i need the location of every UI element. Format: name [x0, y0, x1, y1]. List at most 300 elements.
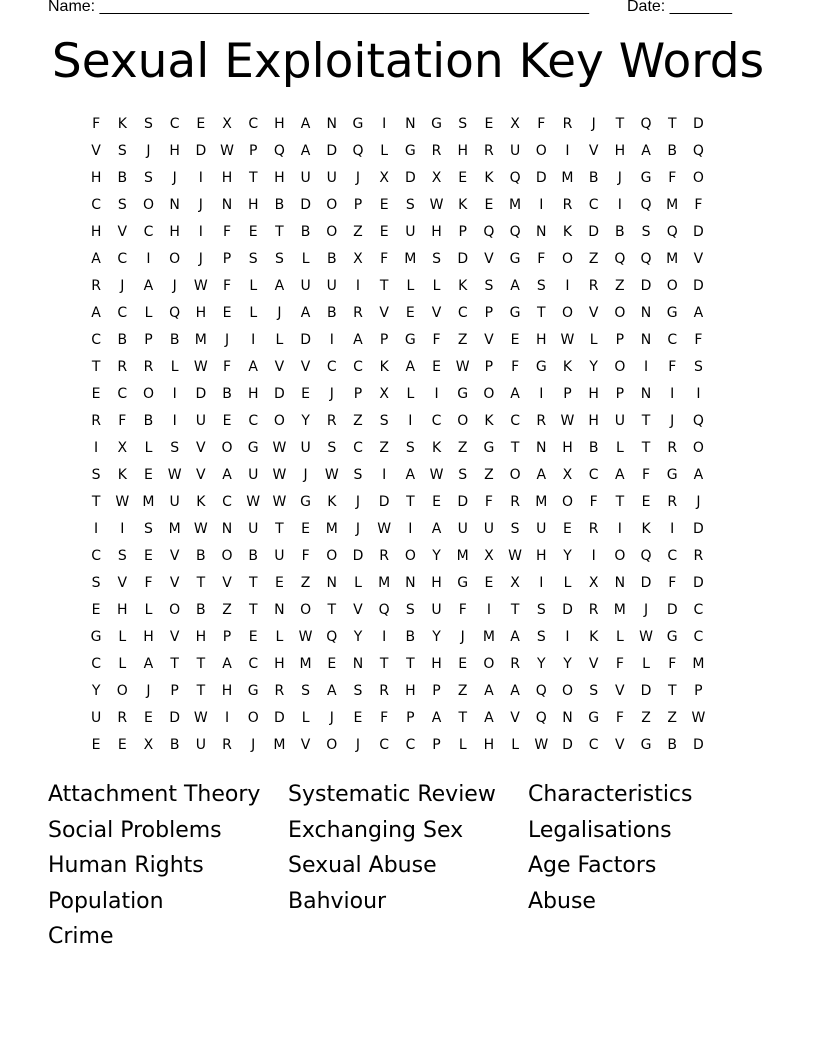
grid-letter: O — [326, 224, 338, 240]
grid-letter: C — [169, 116, 180, 132]
grid-letter: A — [405, 467, 416, 483]
grid-letter: Z — [641, 710, 651, 726]
grid-letter: P — [432, 683, 441, 699]
grid-letter: A — [693, 305, 704, 321]
grid-letter: C — [431, 413, 442, 429]
grid-letter: L — [275, 629, 284, 645]
grid-letter: W — [508, 548, 523, 564]
grid-letter: G — [457, 575, 469, 591]
grid-letter: Y — [432, 629, 441, 645]
grid-letter: H — [405, 683, 416, 699]
grid-letter: F — [223, 224, 232, 240]
grid-letter: S — [117, 197, 127, 213]
grid-letter: L — [301, 710, 310, 726]
grid-letter: K — [327, 494, 337, 510]
grid-letter: M — [535, 494, 548, 510]
grid-letter: C — [588, 467, 599, 483]
grid-letter: R — [143, 359, 154, 375]
grid-letter: E — [274, 575, 284, 591]
grid-letter: D — [640, 278, 652, 294]
grid-letter: J — [329, 386, 334, 402]
grid-letter: Y — [563, 656, 572, 672]
grid-letter: F — [668, 656, 677, 672]
grid-letter: I — [434, 386, 439, 402]
grid-letter: V — [117, 224, 128, 240]
grid-letter: P — [458, 224, 467, 240]
grid-letter: X — [379, 170, 389, 186]
grid-letter: D — [693, 116, 704, 132]
grid-letter: Q — [666, 224, 678, 240]
grid-letter: H — [169, 224, 180, 240]
grid-letter: B — [405, 629, 416, 645]
grid-letter: A — [248, 359, 258, 375]
grid-letter: V — [588, 656, 599, 672]
grid-letter: Y — [91, 683, 101, 699]
grid-letter: O — [142, 197, 154, 213]
grid-letter: Q — [169, 305, 181, 321]
grid-letter: S — [170, 440, 180, 456]
grid-letter: J — [146, 143, 151, 159]
grid-letter: O — [142, 386, 154, 402]
grid-letter: O — [221, 548, 233, 564]
grid-letter: E — [248, 224, 258, 240]
grid-letter: S — [301, 683, 311, 699]
grid-letter: P — [615, 386, 625, 402]
grid-letter: P — [353, 386, 363, 402]
grid-letter: B — [169, 332, 180, 348]
grid-letter: A — [431, 521, 442, 537]
grid-letter: X — [484, 548, 494, 564]
grid-letter: K — [117, 116, 127, 132]
grid-letter: R — [484, 143, 494, 159]
grid-letter: X — [562, 467, 573, 483]
grid-letter: C — [117, 305, 128, 321]
grid-letter: Q — [509, 224, 521, 240]
grid-letter: W — [534, 737, 549, 753]
grid-letter: F — [589, 494, 598, 510]
grid-letter: L — [144, 305, 153, 321]
grid-letter: I — [565, 278, 570, 294]
grid-letter: P — [615, 332, 625, 348]
grid-letter: T — [667, 116, 677, 132]
grid-letter: Z — [457, 683, 468, 699]
grid-letter: Z — [457, 332, 468, 348]
grid-letter: D — [640, 683, 652, 699]
grid-letter: V — [484, 251, 494, 267]
grid-letter: W — [167, 467, 182, 483]
grid-letter: Q — [640, 251, 652, 267]
grid-letter: K — [589, 629, 599, 645]
grid-letter: R — [431, 143, 442, 159]
grid-letter: E — [458, 656, 468, 672]
grid-letter: O — [561, 305, 573, 321]
grid-letter: D — [693, 224, 704, 240]
grid-letter: D — [666, 602, 678, 618]
grid-letter: C — [667, 332, 678, 348]
grid-letter: E — [327, 656, 337, 672]
grid-letter: T — [667, 683, 677, 699]
grid-letter: I — [539, 386, 544, 402]
grid-letter: T — [196, 656, 206, 672]
grid-letter: G — [247, 683, 259, 699]
grid-letter: H — [195, 305, 207, 321]
grid-letter: M — [482, 629, 495, 645]
grid-letter: I — [172, 413, 177, 429]
grid-letter: F — [144, 575, 153, 591]
grid-letter: R — [91, 278, 101, 294]
grid-letter: N — [562, 710, 573, 726]
grid-letter: I — [146, 251, 151, 267]
grid-letter: T — [615, 116, 625, 132]
grid-letter: O — [614, 359, 626, 375]
grid-letter: I — [198, 224, 203, 240]
grid-letter: E — [144, 710, 153, 726]
grid-letter: H — [588, 386, 599, 402]
grid-letter: L — [249, 305, 258, 321]
grid-letter: C — [457, 305, 468, 321]
grid-letter: M — [325, 521, 338, 537]
grid-letter: S — [536, 602, 546, 618]
grid-letter: K — [458, 278, 468, 294]
grid-letter: E — [641, 494, 651, 510]
grid-letter: N — [326, 575, 338, 591]
grid-letter: T — [91, 494, 101, 510]
grid-letter: Z — [667, 710, 678, 726]
grid-letter: W — [272, 440, 287, 456]
grid-letter: S — [379, 413, 389, 429]
grid-letter: G — [640, 170, 652, 186]
grid-letter: G — [535, 359, 547, 375]
grid-letter: X — [379, 386, 389, 402]
grid-letter: S — [458, 467, 468, 483]
grid-letter: B — [588, 440, 599, 456]
grid-letter: B — [117, 170, 128, 186]
grid-letter: E — [484, 575, 494, 591]
grid-letter: T — [537, 305, 546, 321]
word-list-item: Characteristics — [528, 782, 693, 807]
grid-letter: R — [117, 359, 128, 375]
grid-letter: W — [246, 494, 261, 510]
grid-letter: L — [380, 143, 389, 159]
grid-letter: D — [457, 494, 469, 510]
grid-letter: K — [484, 170, 494, 186]
grid-letter: B — [196, 602, 206, 618]
grid-letter: T — [275, 224, 284, 240]
grid-letter: J — [303, 467, 308, 483]
grid-letter: K — [431, 440, 442, 456]
grid-letter: P — [353, 197, 363, 213]
grid-letter: E — [484, 116, 494, 132]
grid-letter: W — [193, 710, 208, 726]
grid-letter: E — [144, 548, 153, 564]
grid-letter: G — [404, 332, 416, 348]
grid-letter: I — [643, 359, 649, 375]
grid-letter: T — [248, 602, 258, 618]
grid-letter: G — [483, 440, 495, 456]
grid-letter: H — [90, 170, 102, 186]
grid-letter: M — [194, 332, 207, 348]
grid-letter: J — [460, 629, 465, 645]
grid-letter: V — [91, 143, 101, 159]
grid-letter: D — [274, 386, 285, 402]
name-field-line: Name: _______________________________________________________ — [48, 0, 589, 15]
grid-letter: N — [536, 440, 547, 456]
grid-letter: L — [458, 737, 467, 753]
grid-letter: L — [642, 656, 650, 672]
grid-letter: F — [223, 359, 232, 375]
grid-letter: S — [405, 197, 415, 213]
grid-letter: E — [144, 467, 153, 483]
grid-letter: O — [483, 386, 495, 402]
grid-letter: M — [456, 548, 469, 564]
grid-letter: S — [510, 521, 520, 537]
grid-letter: Z — [300, 575, 311, 591]
grid-letter: X — [222, 116, 232, 132]
grid-letter: M — [378, 575, 391, 591]
grid-letter: B — [248, 548, 259, 564]
grid-letter: D — [378, 494, 390, 510]
grid-letter: Q — [273, 143, 285, 159]
grid-letter: F — [223, 278, 232, 294]
grid-letter: W — [115, 494, 130, 510]
word-list-item: Legalisations — [528, 817, 672, 843]
grid-letter: B — [274, 197, 285, 213]
grid-letter: X — [510, 116, 520, 132]
grid-letter: A — [274, 278, 285, 294]
grid-letter: O — [509, 467, 521, 483]
grid-letter: J — [329, 710, 334, 726]
grid-letter: Z — [353, 413, 363, 429]
grid-letter: I — [120, 521, 125, 537]
grid-letter: N — [536, 224, 547, 240]
grid-letter: H — [221, 683, 233, 699]
grid-letter: E — [353, 710, 363, 726]
grid-letter: L — [615, 440, 624, 456]
grid-letter: I — [224, 710, 230, 726]
grid-letter: L — [170, 359, 179, 375]
grid-letter: V — [196, 467, 206, 483]
grid-letter: D — [640, 575, 652, 591]
grid-letter: W — [639, 629, 653, 645]
grid-letter: T — [196, 683, 206, 699]
grid-letter: N — [405, 116, 416, 132]
grid-letter: A — [431, 710, 442, 726]
grid-letter: S — [432, 251, 441, 267]
grid-letter: S — [458, 116, 468, 132]
grid-letter: W — [691, 710, 706, 726]
grid-letter: C — [117, 386, 128, 402]
grid-letter: W — [377, 521, 392, 537]
grid-letter: V — [693, 251, 704, 267]
grid-letter: J — [251, 737, 256, 753]
grid-letter: G — [90, 629, 102, 645]
grid-letter: T — [510, 440, 520, 456]
grid-letter: F — [484, 494, 493, 510]
grid-letter: O — [169, 602, 181, 618]
grid-letter: M — [613, 602, 626, 618]
grid-letter: A — [641, 143, 651, 159]
grid-letter: V — [169, 629, 180, 645]
grid-letter: O — [614, 305, 626, 321]
word-list — [48, 780, 768, 958]
grid-letter: I — [251, 332, 256, 348]
grid-letter: E — [432, 359, 441, 375]
grid-letter: Q — [640, 197, 652, 213]
grid-letter: U — [483, 521, 495, 537]
grid-letter: U — [300, 170, 311, 186]
grid-letter: U — [431, 602, 442, 618]
grid-letter: R — [379, 548, 390, 564]
grid-letter: K — [484, 413, 494, 429]
grid-letter: N — [326, 116, 338, 132]
grid-letter: U — [405, 224, 416, 240]
grid-letter: Y — [301, 413, 310, 429]
grid-letter: A — [693, 467, 704, 483]
grid-letter: F — [537, 116, 546, 132]
grid-letter: L — [511, 737, 519, 753]
grid-letter: I — [408, 521, 413, 537]
grid-letter: U — [195, 737, 206, 753]
grid-letter: W — [193, 521, 208, 537]
grid-letter: K — [117, 467, 127, 483]
grid-letter: I — [329, 332, 334, 348]
grid-letter: V — [274, 359, 285, 375]
grid-letter: X — [353, 251, 363, 267]
grid-letter: B — [117, 332, 128, 348]
grid-letter: H — [90, 224, 102, 240]
grid-letter: R — [91, 413, 101, 429]
grid-letter: R — [326, 413, 337, 429]
date-field-line: Date: _______ — [627, 0, 732, 15]
grid-letter: F — [615, 656, 624, 672]
grid-letter: M — [509, 197, 522, 213]
grid-letter: O — [326, 197, 338, 213]
grid-letter: S — [117, 548, 127, 564]
grid-letter: I — [94, 440, 99, 456]
grid-letter: G — [352, 116, 364, 132]
grid-letter: H — [143, 629, 154, 645]
grid-letter: C — [693, 602, 704, 618]
grid-letter: R — [536, 413, 547, 429]
grid-letter: I — [565, 143, 570, 159]
grid-letter: L — [615, 629, 624, 645]
grid-letter: J — [172, 278, 177, 294]
grid-letter: A — [510, 386, 520, 402]
grid-letter: C — [222, 494, 232, 510]
grid-letter: T — [91, 359, 101, 375]
grid-letter: Y — [537, 656, 546, 672]
grid-letter: N — [274, 602, 285, 618]
grid-letter: N — [614, 575, 626, 591]
grid-letter: L — [406, 386, 415, 402]
grid-letter: D — [562, 602, 573, 618]
grid-letter: O — [404, 548, 416, 564]
grid-letter: A — [353, 332, 363, 348]
grid-letter: P — [170, 683, 179, 699]
grid-letter: O — [326, 548, 338, 564]
grid-letter: P — [406, 710, 415, 726]
word-list-item: Bahviour — [288, 888, 387, 914]
grid-letter: O — [692, 170, 704, 186]
grid-letter: D — [195, 386, 207, 402]
grid-letter: V — [615, 683, 625, 699]
grid-letter: V — [353, 602, 363, 618]
grid-letter: R — [117, 710, 128, 726]
grid-letter: W — [560, 413, 575, 429]
grid-letter: K — [562, 224, 573, 240]
grid-letter: H — [169, 143, 180, 159]
grid-letter: A — [510, 629, 520, 645]
grid-letter: B — [196, 548, 206, 564]
grid-letter: E — [301, 521, 311, 537]
grid-letter: A — [484, 710, 494, 726]
grid-letter: J — [355, 170, 361, 186]
word-list-item: Sexual Abuse — [288, 853, 437, 878]
grid-letter: H — [536, 332, 547, 348]
grid-letter: H — [588, 413, 599, 429]
grid-letter: C — [510, 413, 520, 429]
grid-letter: E — [379, 197, 389, 213]
word-list-item: Age Factors — [528, 853, 657, 878]
grid-letter: H — [274, 116, 285, 132]
grid-letter: U — [300, 278, 311, 294]
grid-letter: O — [692, 440, 704, 456]
word-list-item: Crime — [48, 924, 114, 949]
grid-letter: O — [116, 683, 128, 699]
word-list-item: Exchanging Sex — [288, 817, 464, 843]
grid-letter: H — [247, 197, 259, 213]
grid-letter: N — [640, 332, 652, 348]
grid-letter: E — [379, 224, 389, 240]
grid-letter: U — [248, 467, 259, 483]
grid-letter: X — [588, 575, 599, 591]
grid-letter: H — [614, 143, 626, 159]
grid-letter: T — [275, 521, 284, 537]
grid-letter: V — [169, 548, 180, 564]
grid-letter: S — [144, 521, 153, 537]
grid-letter: C — [588, 737, 599, 753]
grid-letter: A — [222, 467, 232, 483]
grid-letter: S — [353, 683, 363, 699]
grid-letter: N — [221, 197, 233, 213]
grid-letter: A — [510, 683, 520, 699]
grid-letter: C — [91, 197, 101, 213]
grid-letter: L — [406, 278, 415, 294]
grid-letter: R — [510, 494, 520, 510]
grid-letter: W — [455, 359, 470, 375]
grid-letter: V — [588, 305, 599, 321]
grid-letter: A — [91, 305, 101, 321]
grid-letter: L — [144, 602, 153, 618]
grid-letter: P — [379, 332, 389, 348]
grid-letter: I — [539, 197, 544, 213]
grid-letter: O — [300, 602, 312, 618]
grid-letter: J — [277, 305, 282, 321]
grid-letter: H — [195, 629, 207, 645]
grid-letter: T — [170, 656, 179, 672]
grid-letter: G — [457, 386, 469, 402]
grid-letter: I — [617, 521, 622, 537]
grid-letter: J — [146, 683, 151, 699]
grid-letter: C — [117, 251, 128, 267]
grid-letter: I — [355, 278, 361, 294]
grid-letter: U — [300, 440, 311, 456]
grid-letter: O — [614, 548, 626, 564]
grid-letter: Q — [614, 251, 626, 267]
grid-letter: F — [380, 251, 389, 267]
grid-letter: D — [404, 170, 416, 186]
grid-letter: D — [195, 143, 207, 159]
